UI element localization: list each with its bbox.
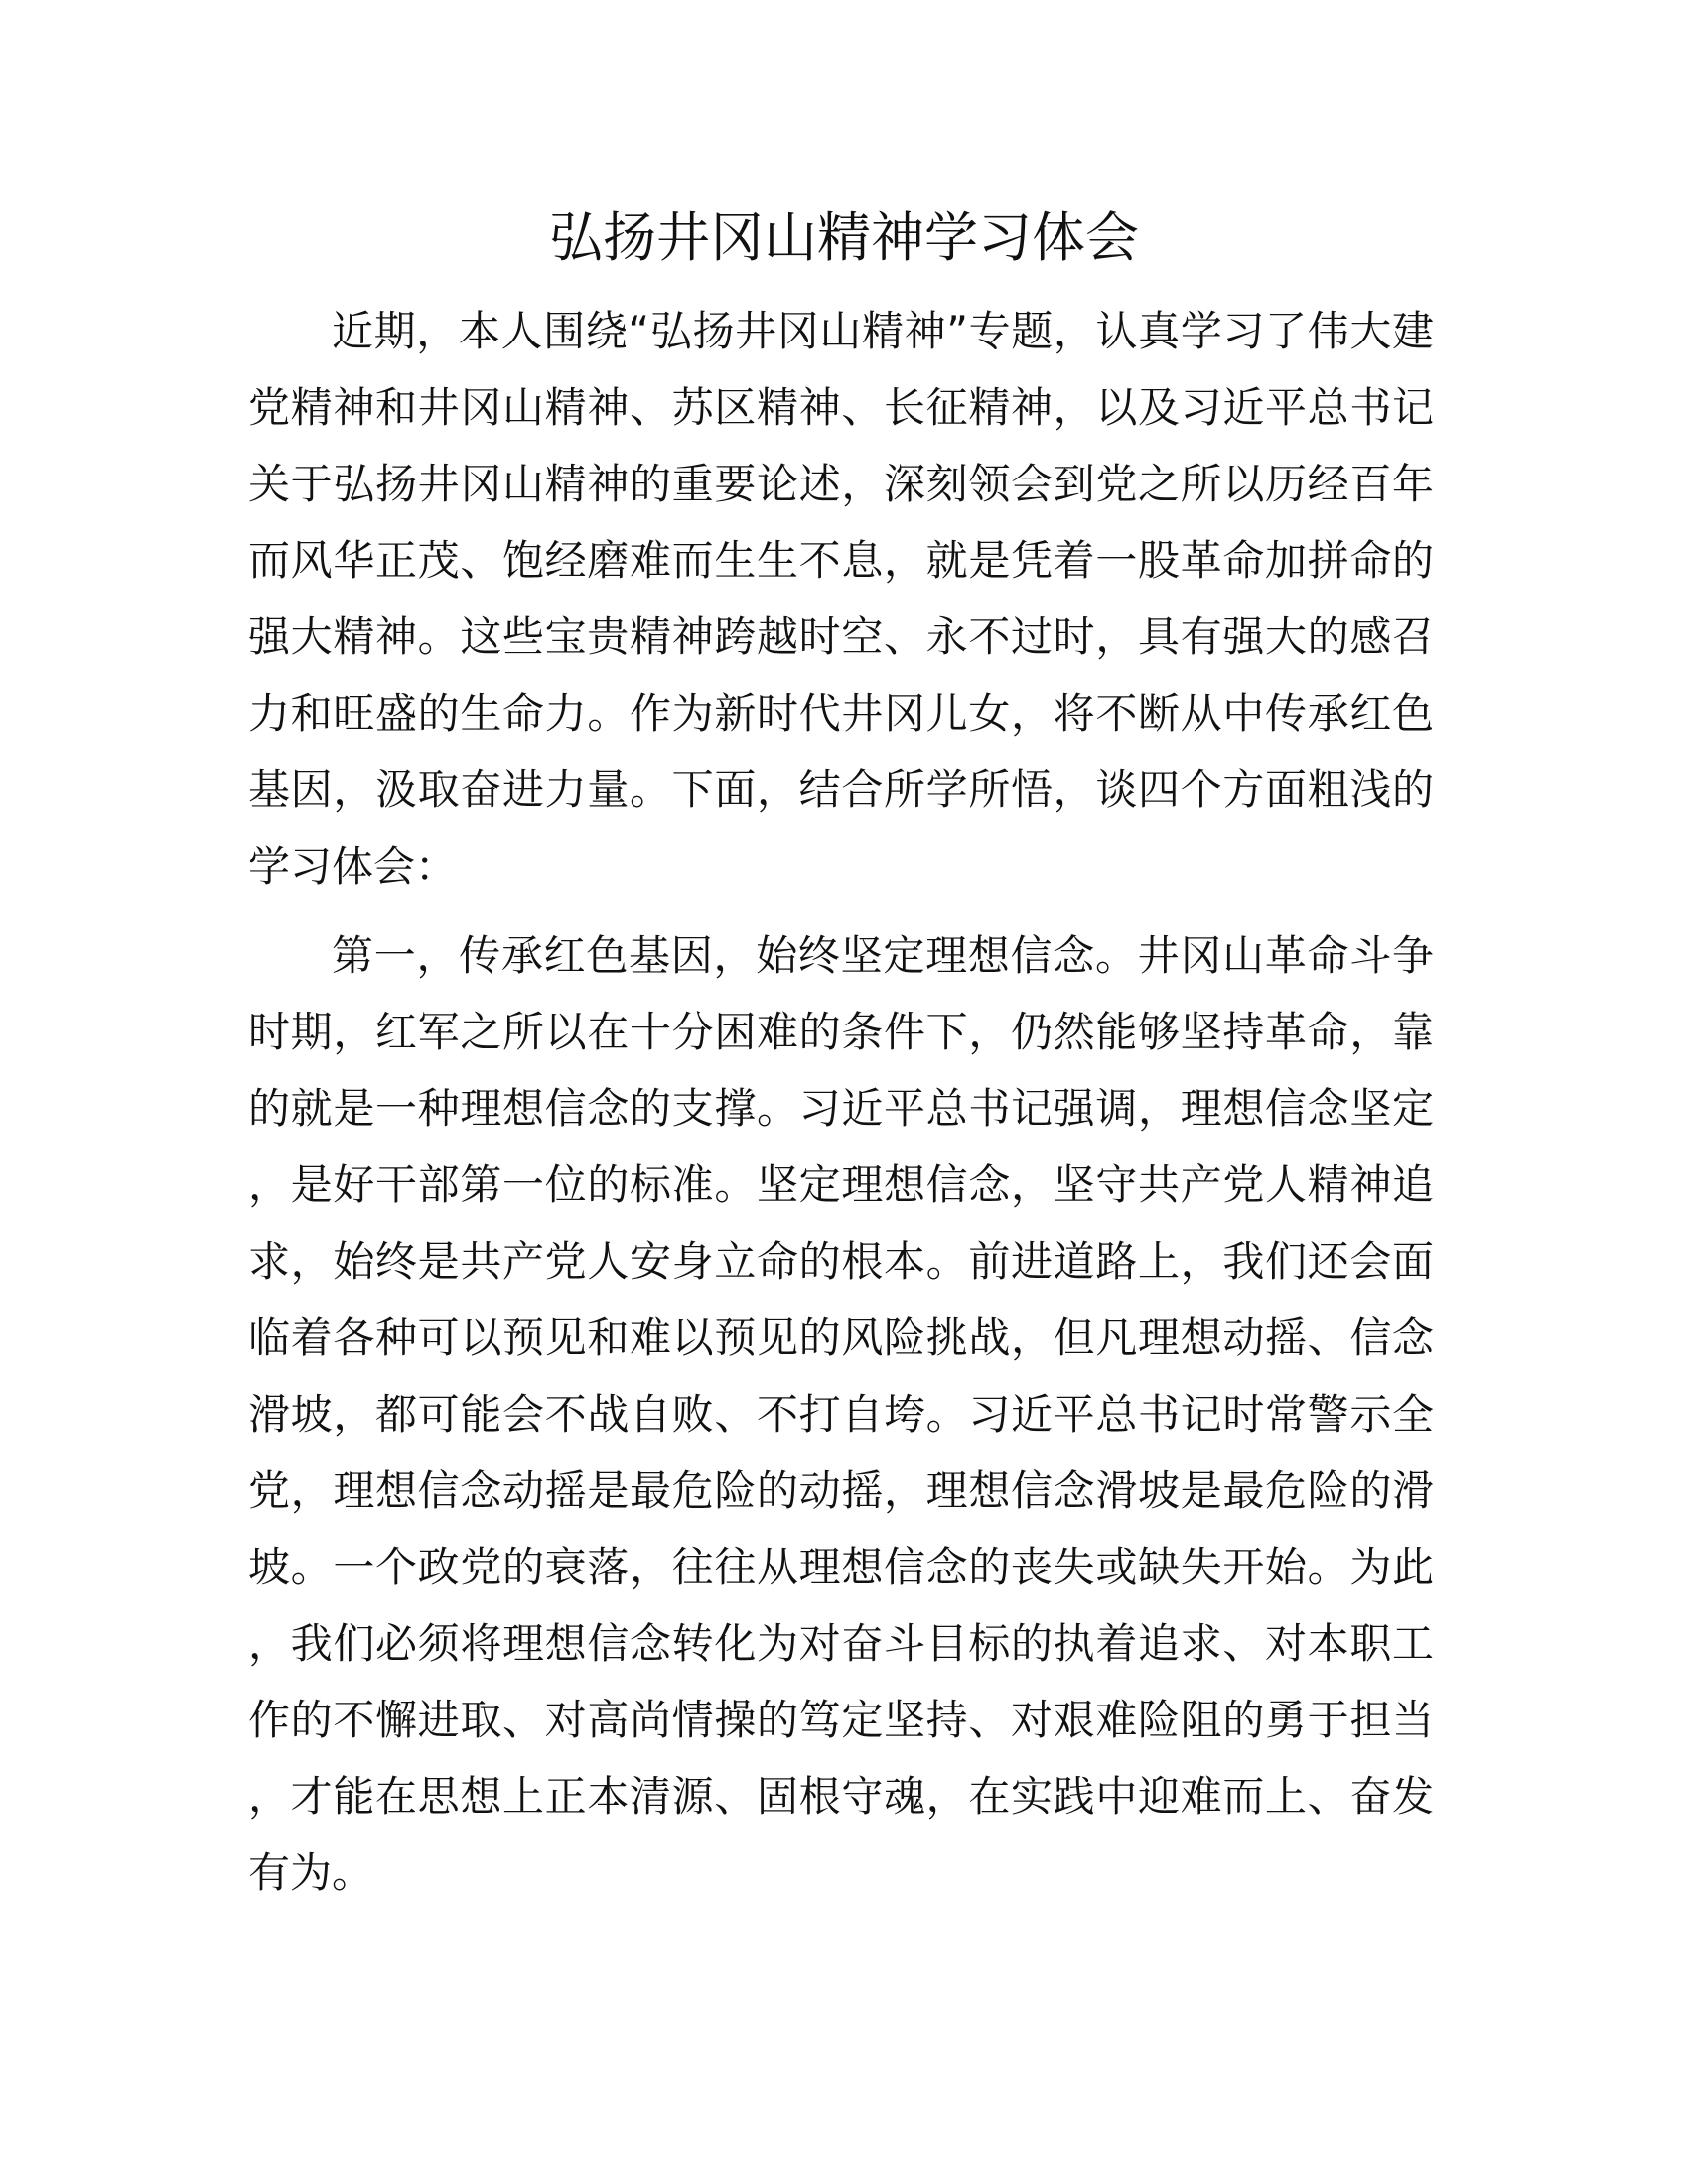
document-title: 弘扬井冈山精神学习体会 [549,206,1139,269]
document-body [248,293,1434,1911]
paragraph-intro: 近期，本人围绕“弘扬井冈山精神”专题，认真学习了伟大建党精神和井冈山精神、苏区精神、长征精神，以及习近平总书记关于弘扬井冈山精神的重要论述，深刻领会到党之所以历经百年而风华正茂、饱经磨难而生生不息，就是凭着一股革命加拼命的强大精神。这些宝贵精神跨越时空、永不过时，具有强大的感召力和旺盛的生命力。作为新时代井冈儿女，将不断从中传承红色基因，汲取奋进力量。下面，结合所学所悟，谈四个方面粗浅的学习体会： [248,307,1434,890]
paragraph-first-point: 第一，传承红色基因，始终坚定理想信念。井冈山革命斗争时期，红军之所以在十分困难的条件下，仍然能够坚持革命，靠的就是一种理想信念的支撑。习近平总书记强调，理想信念坚定，是好干部第一位的标准。坚定理想信念，坚守共产党人精神追求，始终是共产党人安身立命的根本。前进道路上，我们还会面临着各种可以预见和难以预见的风险挑战，但凡理想动摇、信念滑坡，都可能会不战自败、不打自垮。习近平总书记时常警示全党，理想信念动摇是最危险的动摇，理想信念滑坡是最危险的滑坡。一个政党的衰落，往往从理想信念的丧失或缺失开始。为此，我们必须将理想信念转化为对奋斗目标的执着追求、对本职工作的不懈进取、对高尚情操的笃定坚持、对艰难险阻的勇于担当，才能在思想上正本清源、固根守魂，在实践中迎难而上、奋发有为。 [248,931,1434,1897]
